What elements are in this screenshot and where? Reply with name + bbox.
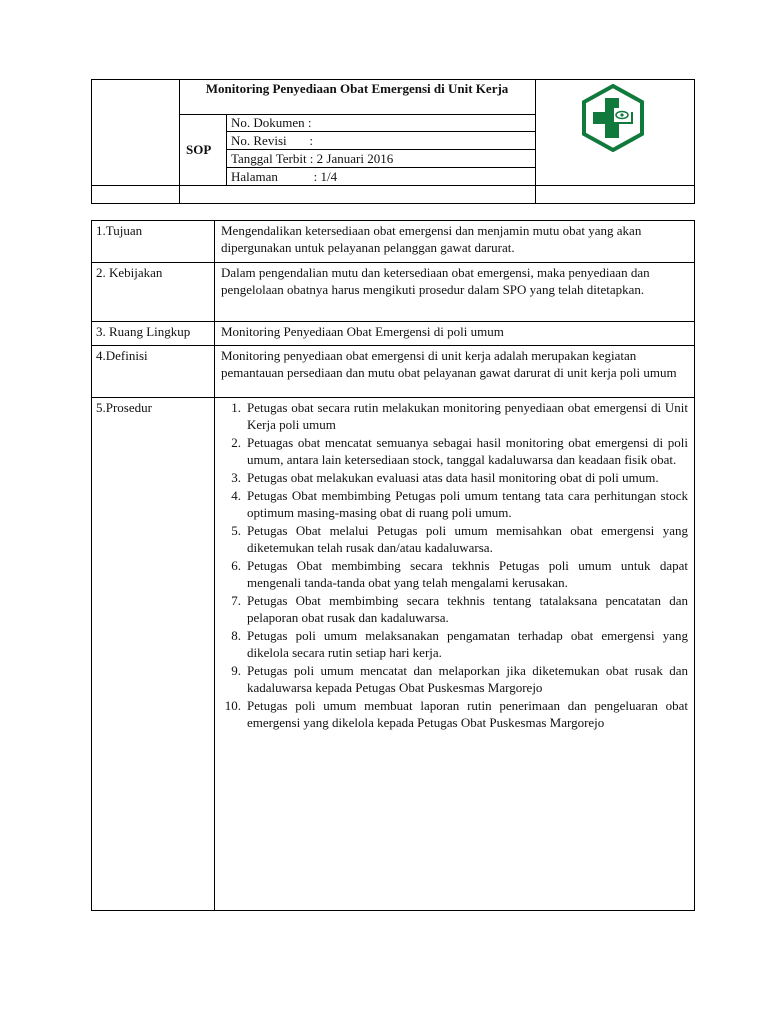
- tujuan-text: Mengendalikan ketersediaan obat emergensi dan menjamin mutu obat yang akan dipergunakan untuk pelayanan pelanggan gawat darurat.: [221, 223, 642, 255]
- list-item: 9. Petugas poli umum mencatat dan melaporkan jika diketemukan obat rusak dan kadaluwarsa kepada Petugas Obat Puskesmas Margorejo: [231, 663, 688, 695]
- definisi-label: 4.Definisi: [96, 348, 148, 363]
- list-item: 8. Petugas poli umum melaksanakan pengamatan terhadap obat emergensi yang dikelola secara rutin setiap hari kerja.: [231, 628, 688, 660]
- kebijakan-text: Dalam pengendalian mutu dan ketersediaan obat emergensi, maka penyediaan dan pengelolaan obatnya harus mengikuti prosedur dalam SPO yang telah ditetapkan.: [221, 265, 650, 297]
- sop-label: SOP: [186, 142, 212, 157]
- list-item: 10. Petugas poli umum membuat laporan rutin penerimaan dan pengeluaran obat emergensi yang dikelola kepada Petugas Obat Puskesmas Margorejo: [224, 698, 688, 730]
- prosedur-list: [219, 399, 688, 732]
- list-item: 2. Petuagas obat mencatat semuanya sebagai hasil monitoring obat emergensi di poli umum, antara lain ketersediaan stock, tanggal kadaluwarsa dan keadaan fisik obat.: [231, 435, 688, 467]
- green-cross-hexagon-icon: [579, 84, 647, 152]
- prosedur-label: 5.Prosedur: [96, 400, 152, 415]
- definisi-text: Monitoring penyediaan obat emergensi di unit kerja adalah merupakan kegiatan pemantauan persediaan dan mutu obat pelayanan gawat darurat di unit kerja poli umum: [221, 348, 677, 380]
- list-item: 7. Petugas Obat membimbing secara tekhnis tentang tatalaksana pencatatan dan pelaporan obat rusak dan kadaluwarsa.: [231, 593, 688, 625]
- list-item: 6. Petugas Obat membimbing secara tekhnis Petugas poli umum untuk dapat mengenali tanda-tanda obat yang telah mengalami kerusakan.: [231, 558, 688, 590]
- tujuan-label: 1.Tujuan: [96, 223, 143, 238]
- list-item: 1. Petugas obat secara rutin melakukan monitoring penyediaan obat emergensi di Unit Kerja poli umum: [231, 400, 688, 432]
- no-revisi: No. Revisi :: [231, 133, 313, 148]
- list-item: 4. Petugas Obat membimbing Petugas poli umum tentang tata cara perhitungan stock optimum masing-masing obat di ruang poli umum.: [231, 488, 688, 520]
- tanggal-terbit: Tanggal Terbit : 2 Januari 2016: [231, 151, 394, 166]
- document-title: Monitoring Penyediaan Obat Emergensi di Unit Kerja: [205, 81, 509, 96]
- no-dokumen: No. Dokumen :: [231, 115, 312, 130]
- ruang-lingkup-text: Monitoring Penyediaan Obat Emergensi di poli umum: [221, 324, 504, 339]
- ruang-lingkup-label: 3. Ruang Lingkup: [96, 324, 191, 339]
- list-item: 5. Petugas Obat melalui Petugas poli umum memisahkan obat emergensi yang diketemukan telah rusak dan/atau kadaluwarsa.: [231, 523, 688, 555]
- list-item: 3. Petugas obat melakukan evaluasi atas data hasil monitoring obat di poli umum.: [231, 470, 659, 485]
- kebijakan-label: 2. Kebijakan: [96, 265, 163, 280]
- halaman: Halaman : 1/4: [231, 169, 338, 184]
